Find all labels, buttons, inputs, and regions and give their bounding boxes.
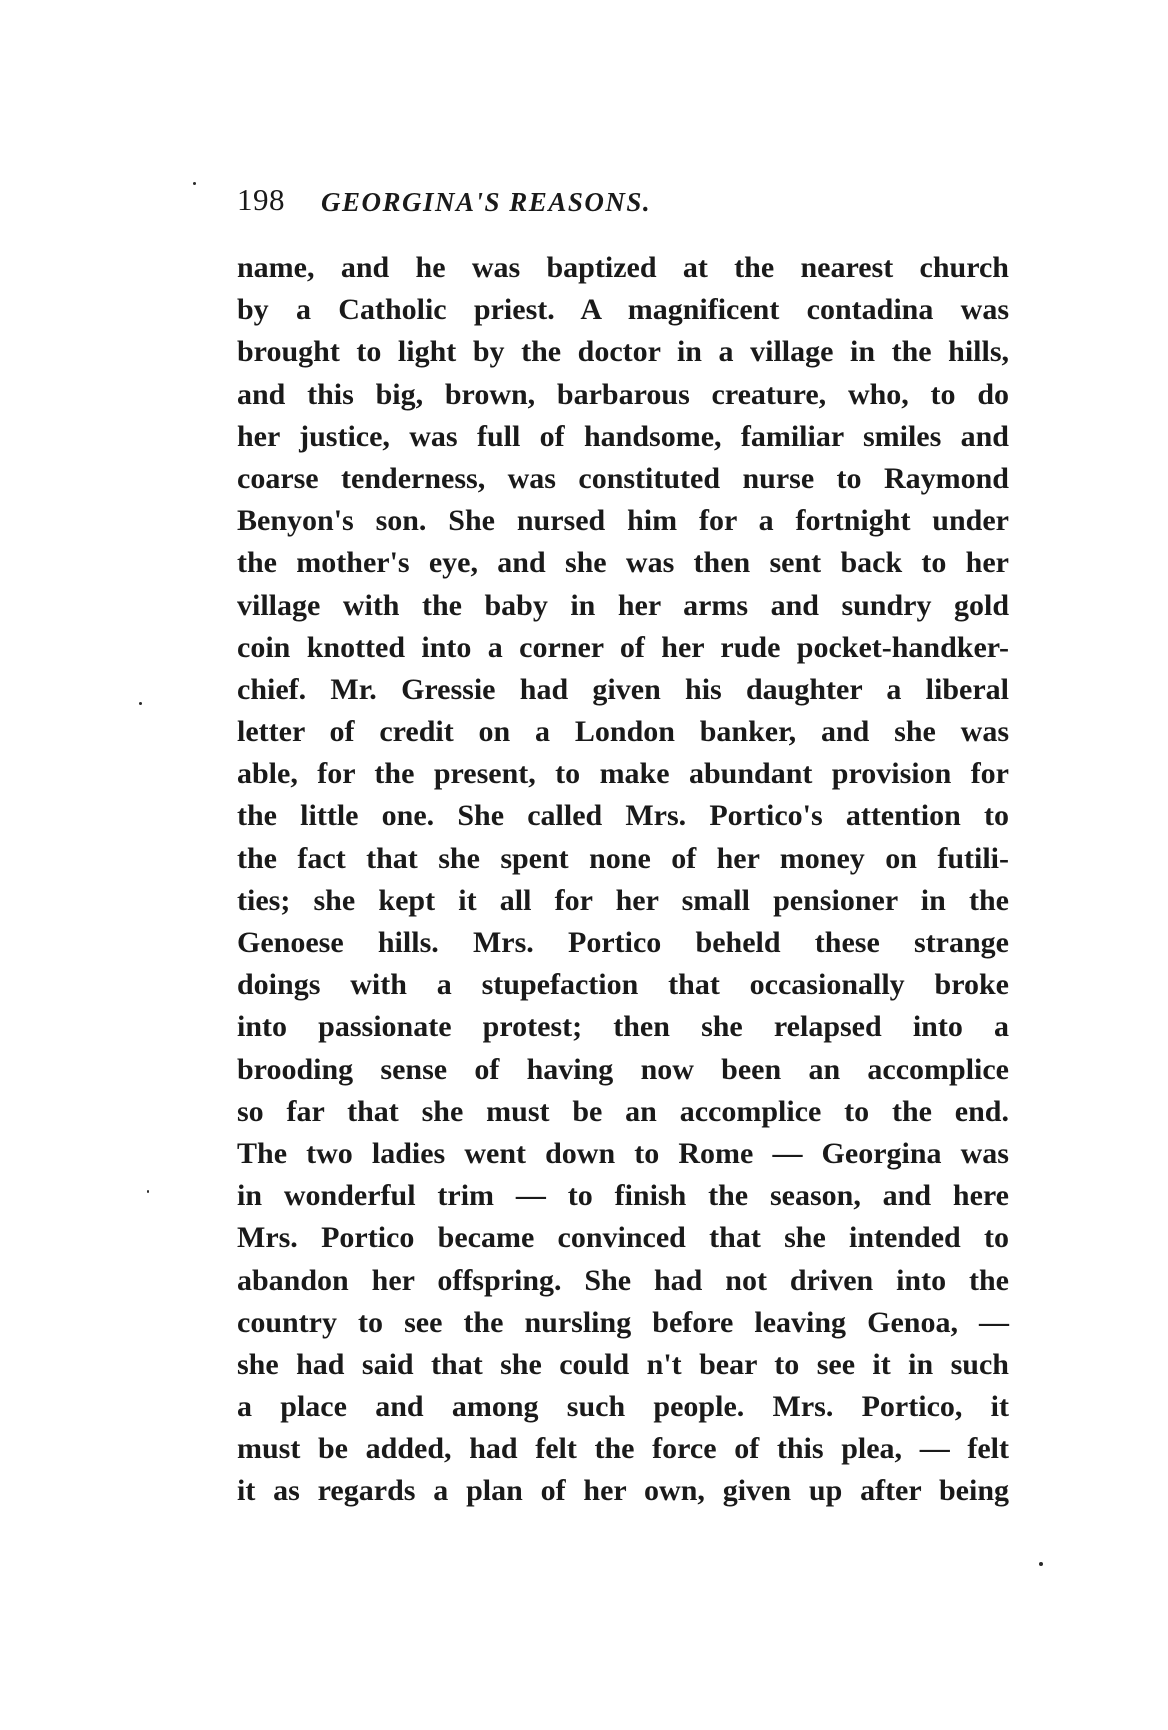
page-header: [237, 180, 1017, 230]
text-line: coin knotted into a corner of her rude pocket-handker-: [237, 630, 1009, 664]
scan-speck: [1039, 1562, 1043, 1566]
text-line: into passionate protest; then she relapsed into a: [237, 1010, 1009, 1044]
text-line: coarse tenderness, was constituted nurse to Raymond: [237, 461, 1009, 495]
text-line: in wonderful trim — to finish the season, and here: [237, 1179, 1009, 1213]
scan-speck: [147, 1190, 149, 1193]
text-line: ties; she kept it all for her small pensioner in the: [237, 883, 1009, 917]
text-line: brooding sense of having now been an accomplice: [237, 1052, 1009, 1086]
text-line: a place and among such people. Mrs. Portico, it: [237, 1390, 1009, 1424]
text-line: the fact that she spent none of her money on futili-: [237, 841, 1009, 875]
scan-speck: [139, 702, 142, 705]
text-line: country to see the nursling before leaving Genoa, —: [237, 1305, 1009, 1339]
text-line: Mrs. Portico became convinced that she intended to: [237, 1221, 1009, 1255]
text-line: able, for the present, to make abundant provision for: [237, 757, 1009, 791]
body-text: [237, 247, 1009, 1513]
text-line: The two ladies went down to Rome — Georgina was: [237, 1136, 1009, 1170]
text-line: village with the baby in her arms and sundry gold: [237, 588, 1009, 622]
text-line: doings with a stupefaction that occasionally broke: [237, 968, 1009, 1002]
text-line: name, and he was baptized at the nearest church: [237, 251, 1009, 284]
scan-speck: [193, 182, 196, 185]
text-line: and this big, brown, barbarous creature, who, to do: [237, 377, 1009, 411]
page-number: 198: [237, 182, 285, 217]
text-line: must be added, had felt the force of this plea, — felt: [237, 1432, 1009, 1466]
text-line: Genoese hills. Mrs. Portico beheld these strange: [237, 926, 1009, 959]
text-line: chief. Mr. Gressie had given his daughter a liberal: [237, 672, 1009, 706]
text-line: the mother's eye, and she was then sent back to her: [237, 546, 1009, 580]
running-title: GEORGINA'S REASONS.: [321, 187, 652, 217]
text-line: it as regards a plan of her own, given up after being: [237, 1474, 1009, 1508]
text-line: the little one. She called Mrs. Portico's attention to: [237, 799, 1009, 833]
text-line: so far that she must be an accomplice to the end.: [237, 1094, 1009, 1128]
text-line: she had said that she could n't bear to see it in such: [237, 1347, 1009, 1381]
text-line: letter of credit on a London banker, and she was: [237, 715, 1009, 749]
text-line: Benyon's son. She nursed him for a fortnight under: [237, 504, 1009, 538]
text-line: her justice, was full of handsome, familiar smiles and: [237, 419, 1009, 453]
text-line: by a Catholic priest. A magnificent contadina was: [237, 293, 1009, 327]
text-line: brought to light by the doctor in a village in the hills,: [237, 335, 1009, 369]
text-line: abandon her offspring. She had not driven into the: [237, 1263, 1009, 1297]
